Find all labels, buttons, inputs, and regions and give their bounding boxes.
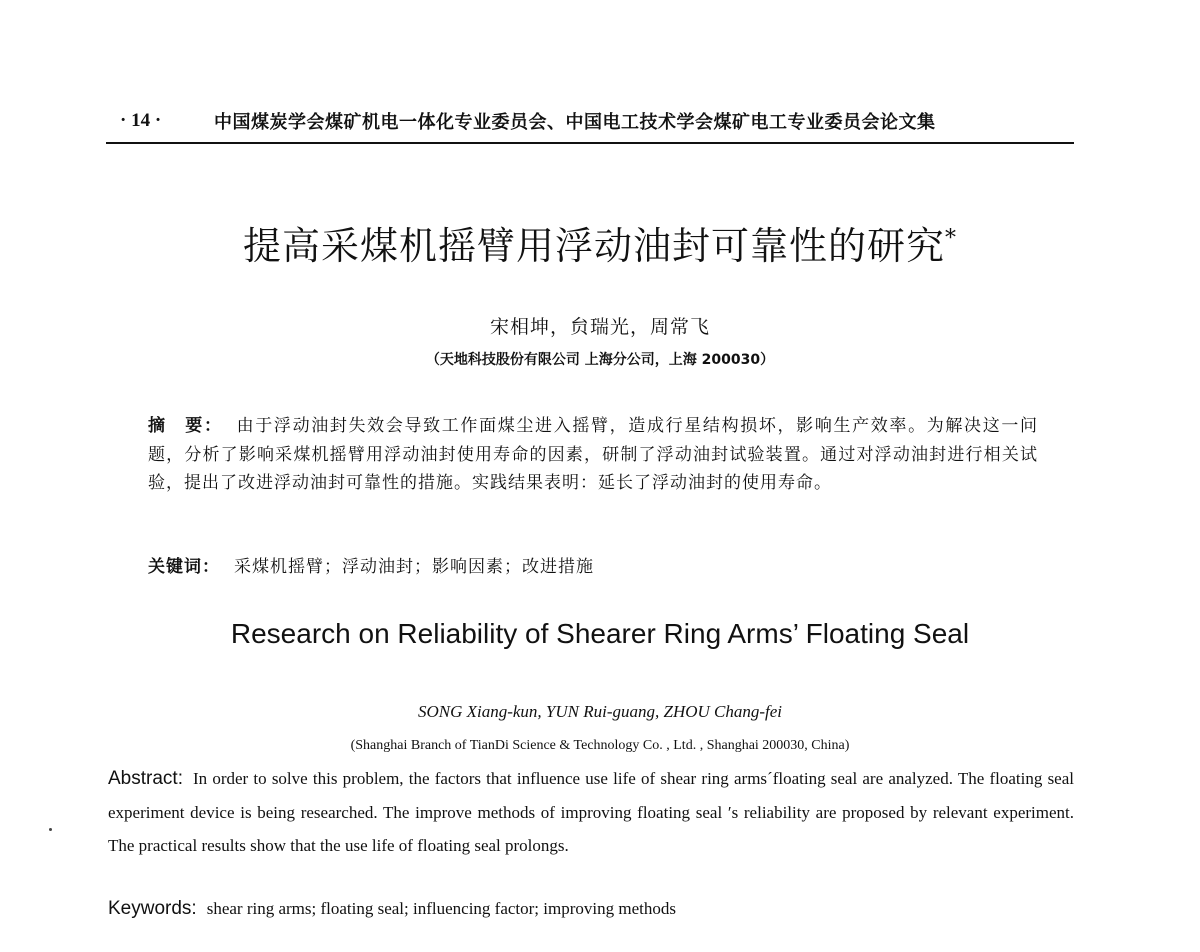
- chinese-affiliation: （天地科技股份有限公司 上海分公司，上海 200030）: [425, 352, 775, 368]
- english-abstract-text: In order to solve this problem, the factors that influence use life of shear ring arms´floating seal are analyzed. The floating seal experiment device is being researched. The improve methods of improving floating seal ′s reliability are proposed by relevant experiment. The practical results show that the use life of floating seal prolongs.: [108, 769, 1074, 855]
- english-keywords-label: Keywords:: [108, 898, 197, 919]
- english-abstract-label: Abstract:: [108, 768, 183, 789]
- chinese-abstract: [148, 412, 1038, 498]
- running-header: [106, 104, 1074, 144]
- chinese-title-text: 提高采煤机摇臂用浮动油封可靠性的研究: [242, 224, 945, 268]
- english-keywords-text: shear ring arms; floating seal; influencing factor; improving methods: [206, 899, 676, 918]
- english-abstract: [108, 762, 1074, 863]
- english-title: Research on Reliability of Shearer Ring Arms’ Floating Seal: [230, 618, 970, 649]
- chinese-abstract-label: 摘 要：: [148, 416, 223, 436]
- chinese-abstract-text: 由于浮动油封失效会导致工作面煤尘进入摇臂，造成行星结构损坏，影响生产效率。为解决这一问题，分析了影响采煤机摇臂用浮动油封使用寿命的因素，研制了浮动油封试验装置。通过对浮动油封进行相关试验，提出了改进浮动油封可靠性的措施。实践结果表明：延长了浮动油封的使用寿命。: [148, 416, 1038, 493]
- chinese-authors: 宋相坤，贠瑞光，周常飞: [489, 316, 710, 338]
- english-keywords: [108, 898, 1074, 920]
- page-number: · 14 ·: [120, 110, 162, 131]
- english-affiliation: (Shanghai Branch of TianDi Science & Technology Co. , Ltd. , Shanghai 200030, China): [350, 738, 850, 753]
- journal-title: 中国煤炭学会煤矿机电一体化专业委员会、中国电工技术学会煤矿电工专业委员会论文集: [214, 112, 936, 133]
- chinese-keywords: [148, 552, 1038, 577]
- title-footnote-mark: *: [945, 226, 957, 251]
- english-authors: SONG Xiang-kun, YUN Rui-guang, ZHOU Chang-fei: [417, 702, 783, 721]
- chinese-title: [0, 215, 1200, 270]
- chinese-keywords-label: 关键词：: [148, 557, 220, 577]
- chinese-keywords-text: 采煤机摇臂；浮动油封；影响因素；改进措施: [234, 557, 594, 577]
- scan-artifact-dot: [49, 828, 52, 831]
